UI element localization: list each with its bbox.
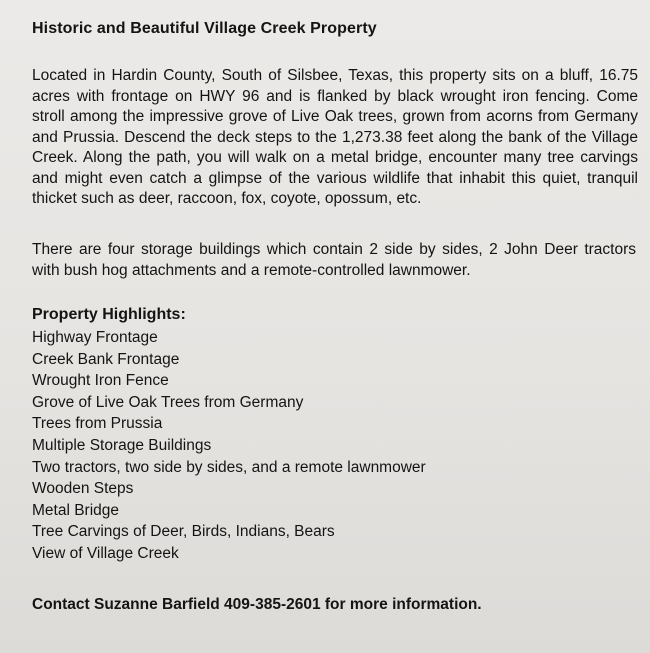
list-item: Trees from Prussia [32, 415, 163, 433]
list-item: Two tractors, two side by sides, and a remote lawnmower [32, 458, 426, 476]
list-item: Grove of Live Oak Trees from Germany [32, 393, 304, 411]
list-item: Wooden Steps [32, 480, 134, 498]
contact-line: Contact Suzanne Barfield 409-385-2601 for more information. [32, 596, 482, 613]
list-item: Metal Bridge [32, 501, 120, 519]
highlights-heading: Property Highlights: [32, 306, 186, 323]
highlights-list [32, 327, 426, 565]
list-item: Wrought Iron Fence [32, 372, 169, 390]
list-item: Highway Frontage [32, 329, 158, 346]
storage-paragraph: There are four storage buildings which contain 2 side by sides, 2 John Deer tractors with bush hog attachments and a remote-controlled lawnmower. [32, 241, 636, 279]
description-paragraph: Located in Hardin County, South of Silsbee, Texas, this property sits on a bluff, 16.75 acres with frontage on HWY 96 and is flanked by black wrought iron fencing. Come stroll among the impressive grove of Live Oak trees, grown from acorns from Germany and Prussia. Descend the deck steps to the 1,273.38 feet along the bank of the Village Creek. Along the path, you will walk on a metal bridge, encounter many tree carvings and might even catch a glimpse of the various wildlife that inhabit this quiet, tranquil thicket such as deer, raccoon, fox, coyote, opossum, etc. [32, 67, 638, 207]
list-item: View of Village Creek [32, 544, 179, 562]
page-title: Historic and Beautiful Village Creek Property [32, 20, 377, 37]
list-item: Creek Bank Frontage [32, 350, 180, 368]
list-item: Multiple Storage Buildings [32, 436, 212, 454]
list-item: Tree Carvings of Deer, Birds, Indians, Bears [32, 523, 335, 541]
